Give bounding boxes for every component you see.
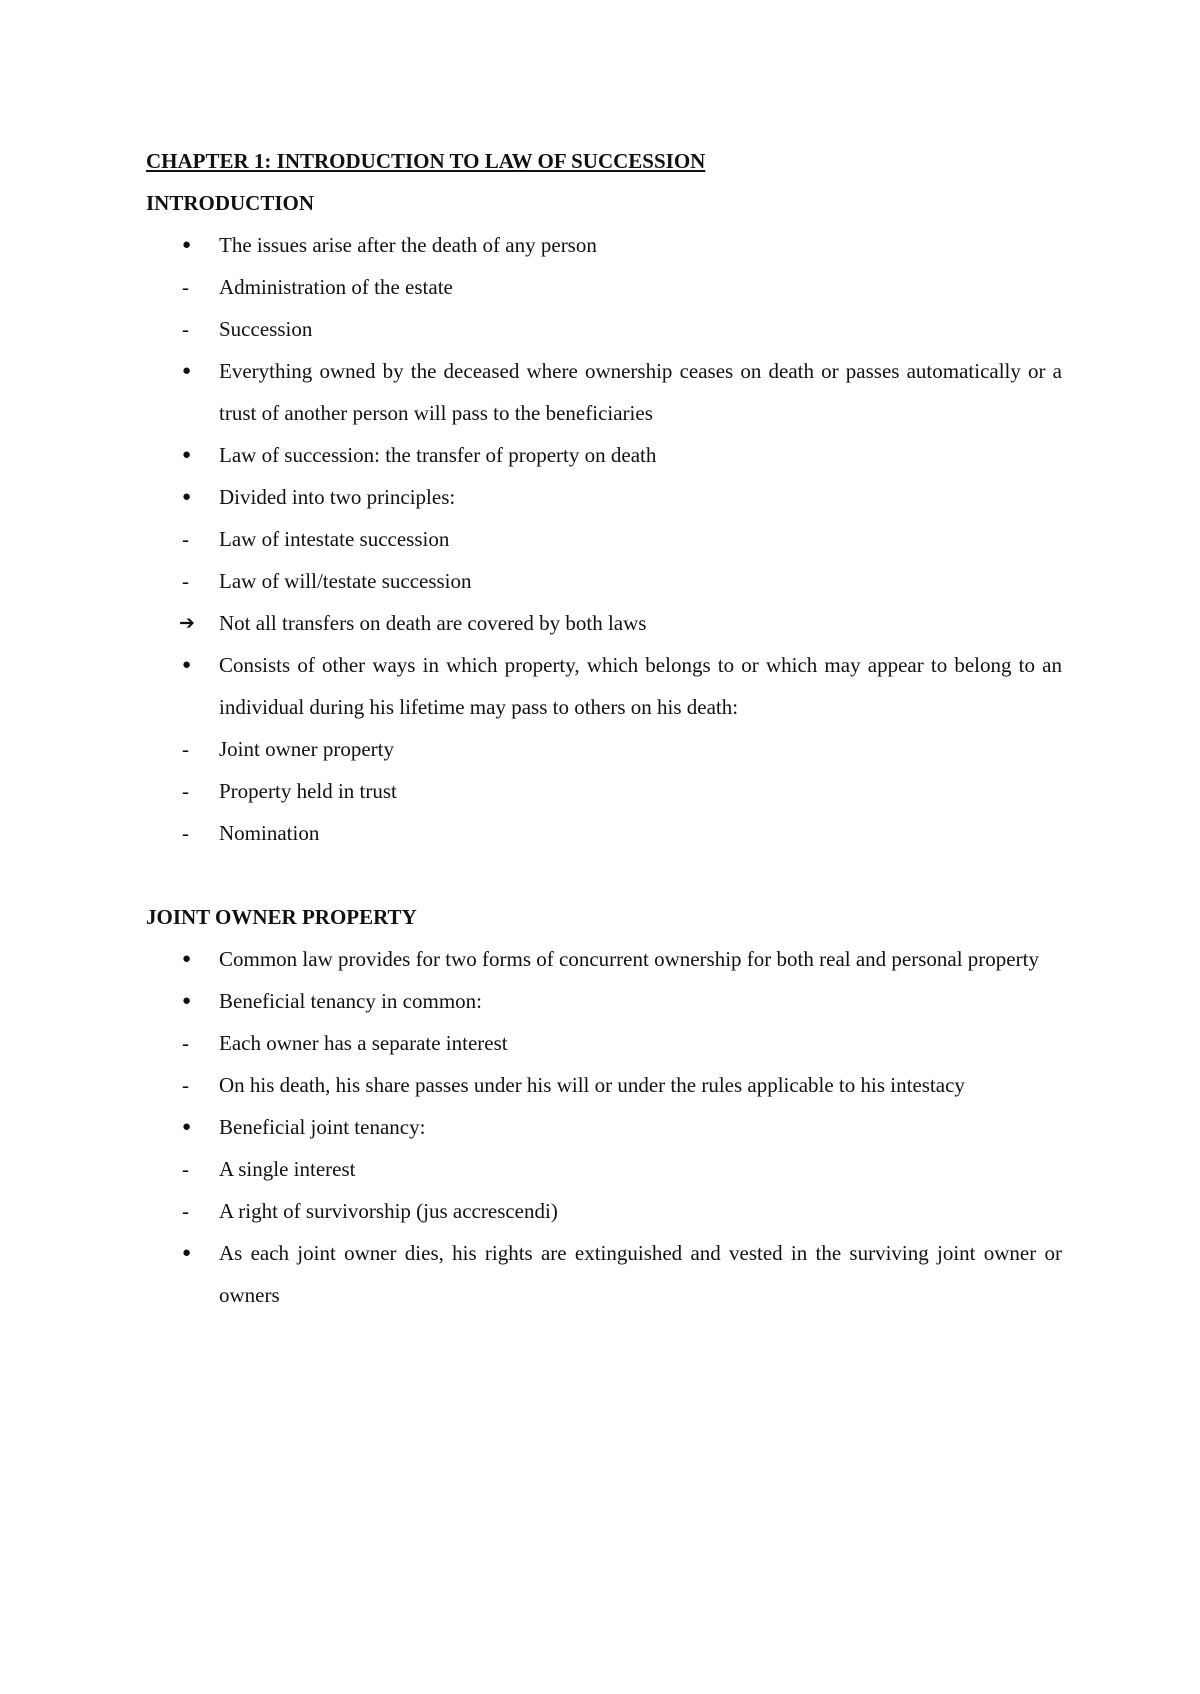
- section-joint-owner-property: [146, 896, 1062, 1316]
- list-item: [146, 266, 1062, 308]
- list-item: [146, 770, 1062, 812]
- list-item-text: Administration of the estate: [219, 275, 453, 299]
- list-item-text: Divided into two principles:: [219, 485, 456, 509]
- bullet-icon: ●: [182, 447, 192, 463]
- list-item: [146, 938, 1062, 980]
- dash-icon: -: [182, 275, 189, 299]
- bullet-icon: ●: [182, 489, 192, 505]
- list-item: [146, 980, 1062, 1022]
- list-item-text: Common law provides for two forms of concurrent ownership for both real and personal property: [219, 947, 1039, 971]
- list-item-text: As each joint owner dies, his rights are extinguished and vested in the surviving joint owner or owners: [219, 1241, 1062, 1307]
- list-item-text: Succession: [219, 317, 313, 341]
- bullet-icon: ●: [182, 363, 192, 379]
- dash-icon: -: [182, 1031, 189, 1055]
- list-item: [146, 1106, 1062, 1148]
- list-item-text: Law of will/testate succession: [219, 569, 472, 593]
- section-introduction: [146, 182, 1062, 854]
- list-item: [146, 476, 1062, 518]
- list-item: [146, 812, 1062, 854]
- dash-icon: -: [182, 821, 189, 845]
- dash-icon: -: [182, 779, 189, 803]
- dash-icon: -: [182, 1157, 189, 1181]
- list-item-text: Not all transfers on death are covered by both laws: [219, 611, 647, 635]
- bullet-icon: ●: [182, 1245, 192, 1261]
- bullet-icon: ●: [182, 993, 192, 1009]
- section-list: [146, 224, 1062, 854]
- dash-icon: -: [182, 737, 189, 761]
- list-item-text: Beneficial tenancy in common:: [219, 989, 482, 1013]
- list-item: [146, 1022, 1062, 1064]
- dash-icon: -: [182, 1199, 189, 1223]
- list-item: [146, 1232, 1062, 1316]
- arrow-right-icon: ➔: [179, 612, 195, 634]
- list-item: [146, 308, 1062, 350]
- list-item-text: Law of succession: the transfer of property on death: [219, 443, 657, 467]
- list-item-text: Everything owned by the deceased where ownership ceases on death or passes automatically or a trust of another person will pass to the beneficiaries: [219, 359, 1062, 425]
- list-item-text: Each owner has a separate interest: [219, 1031, 508, 1055]
- dash-icon: -: [182, 569, 189, 593]
- list-item-text: Nomination: [219, 821, 320, 845]
- list-item-text: A single interest: [219, 1157, 356, 1181]
- list-item: [146, 602, 1062, 644]
- section-spacer: [146, 854, 1062, 896]
- dash-icon: -: [182, 317, 189, 341]
- list-item: [146, 224, 1062, 266]
- list-item-text: Joint owner property: [219, 737, 394, 761]
- bullet-icon: ●: [182, 237, 192, 253]
- list-item-text: On his death, his share passes under his will or under the rules applicable to his intestacy: [219, 1073, 965, 1097]
- bullet-icon: ●: [182, 1119, 192, 1135]
- list-item: [146, 350, 1062, 434]
- list-item-text: A right of survivorship (jus accrescendi): [219, 1199, 558, 1223]
- list-item-text: Consists of other ways in which property, which belongs to or which may appear to belong to an individual during his lifetime may pass to others on his death:: [219, 653, 1062, 719]
- list-item: [146, 560, 1062, 602]
- list-item: [146, 1064, 1062, 1106]
- list-item: [146, 434, 1062, 476]
- dash-icon: -: [182, 1073, 189, 1097]
- list-item: [146, 1190, 1062, 1232]
- bullet-icon: ●: [182, 657, 192, 673]
- list-item-text: The issues arise after the death of any person: [219, 233, 597, 257]
- document-page: [146, 140, 1062, 1316]
- list-item: [146, 644, 1062, 728]
- chapter-title: CHAPTER 1: INTRODUCTION TO LAW OF SUCCESSION: [146, 149, 706, 173]
- dash-icon: -: [182, 527, 189, 551]
- section-heading: JOINT OWNER PROPERTY: [146, 905, 417, 929]
- bullet-icon: ●: [182, 951, 192, 967]
- list-item: [146, 1148, 1062, 1190]
- list-item-text: Beneficial joint tenancy:: [219, 1115, 426, 1139]
- list-item: [146, 518, 1062, 560]
- list-item: [146, 728, 1062, 770]
- list-item-text: Property held in trust: [219, 779, 397, 803]
- section-heading: INTRODUCTION: [146, 191, 315, 215]
- section-list: [146, 938, 1062, 1316]
- list-item-text: Law of intestate succession: [219, 527, 450, 551]
